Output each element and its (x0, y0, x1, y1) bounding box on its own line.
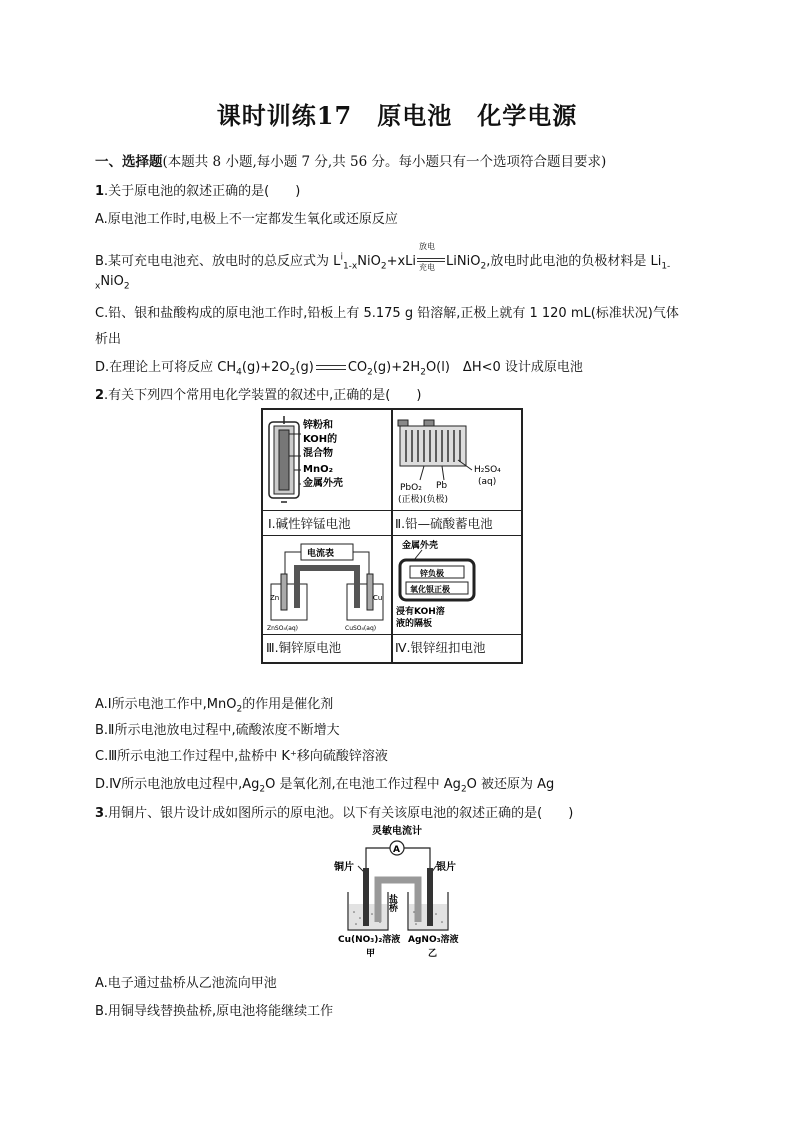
cell3-label-0: 电流表 (307, 549, 335, 559)
q3-option-b: B.用铜导线替换盐桥,原电池将能继续工作 (95, 1004, 334, 1019)
cell1-label-2: 混合物 (303, 448, 333, 459)
equals-arrow (316, 365, 346, 370)
question-number: 2 (95, 388, 105, 403)
section-note: (本题共 8 小题,每小题 7 分,共 56 分。每小题只有一个选项符合题目要求) (162, 154, 607, 170)
electrochem-devices-figure (261, 408, 523, 664)
alkaline-battery-diagram (265, 412, 389, 508)
section-header (95, 150, 606, 170)
question-2-stem (95, 384, 421, 403)
cell4-label-4: 液的隔板 (396, 619, 433, 629)
cell2-label-3: Pb (436, 481, 448, 491)
cell1-label-0: 锌粉和 (303, 420, 333, 431)
question-text: .有关下列四个常用电化学装置的叙述中,正确的是( ) (104, 388, 422, 403)
q2-option-c: C.Ⅲ所示电池工作过程中,盐桥中 K⁺移向硫酸锌溶液 (95, 749, 388, 764)
right-cell-label: 乙 (428, 949, 438, 959)
cell3-label-3: ZnSO₄(aq) (267, 625, 299, 632)
q1-d-product2: (g)+2H (372, 360, 421, 375)
cu-zn-cell-diagram (265, 538, 389, 632)
q1-d-mid: (g)+2O (241, 360, 290, 375)
cell3-caption: Ⅲ.铜锌原电池 (266, 640, 342, 655)
ag-zn-button-cell-diagram (394, 538, 520, 632)
cell3-label-1: Zn (270, 594, 280, 602)
q2-d-mid: O 是氧化剂,在电池工作过程中 Ag (265, 777, 461, 792)
q1-b-product: LiNiO (446, 254, 481, 269)
q1-b-formula2: +xLi (386, 254, 417, 269)
meter-label: 灵敏电流计 (372, 826, 422, 837)
cell1-label-4: 金属外壳 (303, 478, 343, 489)
q1-b-tail: ,放电时此电池的负极材料是 Li (486, 254, 662, 269)
q1-option-c: C.铅、银和盐酸构成的原电池工作时,铅板上有 5.175 g 铅溶解,正极上就有 1 120 mL(标准状况)气体 (95, 306, 679, 321)
right-electrode-label: 银片 (436, 862, 456, 873)
question-text: .关于原电池的叙述正确的是( ) (104, 184, 301, 199)
q1-b-formula: NiO (357, 254, 381, 269)
cell2-label-1: (aq) (478, 477, 497, 487)
q1-d-text: D.在理论上可将反应 CH (95, 360, 237, 375)
right-solution-label: AgNO₃溶液 (408, 935, 459, 945)
cell4-caption: Ⅳ.银锌纽扣电池 (395, 640, 486, 655)
cell2-caption: Ⅱ.铅—硫酸蓄电池 (395, 516, 493, 531)
q2-a-text: A.Ⅰ所示电池工作中,MnO (95, 697, 237, 712)
page-title: 课时训练17 原电池 化学电源 (216, 101, 578, 130)
q2-option-d: D.Ⅳ所示电池放电过程中$,Ag_2O$ 是氧化剂,在电池工作过程中 $Ag_2O$ 被还原为 Ag (95, 777, 555, 795)
cell3-label-4: CuSO₄(aq) (345, 625, 377, 632)
charge-label: 充电 (419, 262, 436, 272)
bridge-label: 盐桥 (387, 894, 397, 912)
q1-option-b-line2: $_x$NiO$_2$ (95, 274, 130, 292)
cell1-label-1: KOH的 (303, 434, 338, 445)
q2-option-b: B.Ⅱ所示电池放电过程中,硫酸浓度不断增大 (95, 723, 340, 738)
left-cell-label: 甲 (366, 949, 376, 959)
cell3-label-2: Cu (373, 594, 383, 602)
meter-symbol: A (393, 845, 400, 855)
q1-option-b: B.某可充电电池充、放电时的总反应式为 $L^i_{1-x}NiO_2+xLi$ 放电 充电 LiNiO$_2$,放电时此电池的负极材料是 $Li_{1-}$ (95, 241, 671, 272)
q1-option-c-line2: 析出 (95, 332, 122, 347)
lead-acid-battery-diagram (394, 412, 520, 508)
q1-d-product: CO (347, 360, 368, 375)
cell2-label-4: (正极)(负极) (398, 495, 449, 505)
question-number: 3 (95, 806, 105, 821)
cell2-label-0: H₂SO₄ (474, 465, 501, 475)
cell1-label-3: MnO₂ (303, 464, 333, 475)
q1-b-line2-text: NiO (100, 274, 124, 289)
discharge-label: 放电 (419, 241, 436, 251)
left-solution-label: Cu(NO₃)₂溶液 (338, 935, 401, 945)
cell2-label-2: PbO₂ (400, 483, 422, 493)
cell4-label-0: 金属外壳 (402, 541, 439, 551)
question-3-stem (95, 802, 573, 821)
section-label: 一、选择题 (95, 154, 163, 170)
question-number: 1 (95, 184, 105, 199)
q1-option-a: A.原电池工作时,电极上不一定都发生氧化或还原反应 (95, 212, 398, 227)
q1-d-tail: O(l) ΔH<0 设计成原电池 (425, 360, 583, 375)
cell1-caption: Ⅰ.碱性锌锰电池 (268, 516, 351, 531)
q2-option-a: A.Ⅰ所示电池工作中,MnO$_2$的作用是催化剂 (95, 697, 334, 715)
reversible-arrow (416, 241, 446, 272)
q1-b-text: B.某可充电电池充、放电时的总反应式为 L (95, 254, 341, 269)
q1-d-mid2: (g) (295, 360, 314, 375)
left-electrode-label: 铜片 (334, 862, 354, 873)
question-text: .用铜片、银片设计成如图所示的原电池。以下有关该原电池的叙述正确的是( ) (104, 806, 574, 821)
q2-d-tail: O 被还原为 Ag (466, 777, 555, 792)
cell4-label-2: 氧化银正极 (410, 585, 450, 594)
q1-option-d: D.在理论上可将反应 $CH_4(g)+2O_2(g)$ $CO_2(g)+2H_2O(l)$ ΔH<0 设计成原电池 (95, 360, 583, 378)
salt-bridge-cell-figure (332, 822, 472, 962)
question-1-stem (95, 180, 300, 199)
q2-a-tail: 的作用是催化剂 (242, 697, 334, 712)
cell4-label-1: 锌负极 (420, 569, 444, 578)
q2-d-text: D.Ⅳ所示电池放电过程中,Ag (95, 777, 260, 792)
q3-option-a: A.电子通过盐桥从乙池流向甲池 (95, 976, 277, 991)
cell4-label-3: 浸有KOH溶 (396, 607, 445, 617)
